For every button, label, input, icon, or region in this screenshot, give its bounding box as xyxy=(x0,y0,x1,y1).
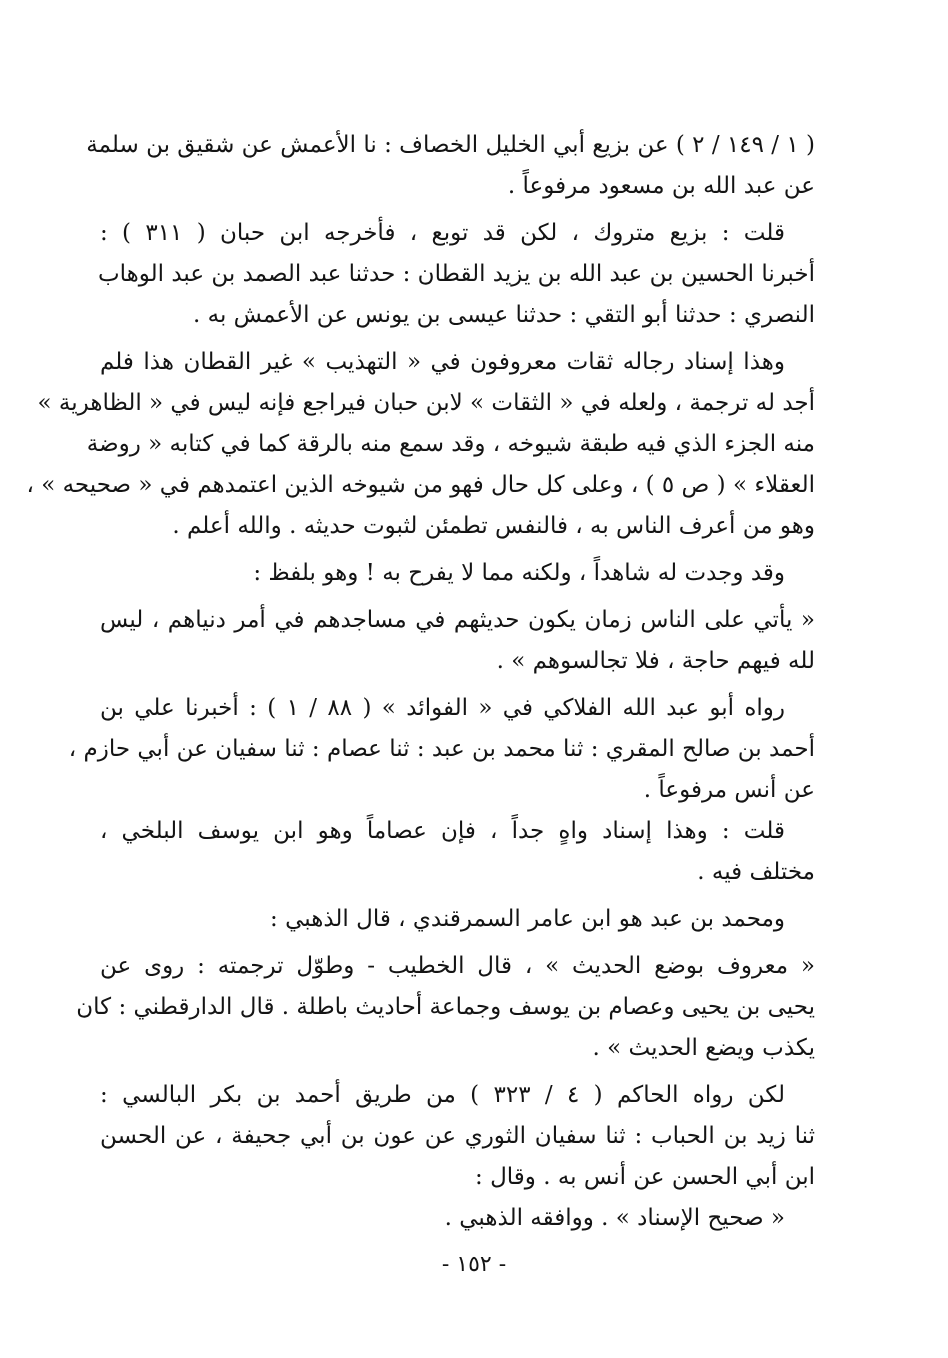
quote-2 xyxy=(76,946,815,1069)
text-line: لله فيهم حاجة ، فلا تجالسوهم » . xyxy=(496,648,815,674)
text-line: يكذب ويضع الحديث » . xyxy=(592,1035,815,1061)
paragraph-5 xyxy=(68,688,815,811)
text-line: قلت : بزيع متروك ، لكن قد توبع ، فأخرجه ابن حبان ( ٣١١ ) : xyxy=(100,220,785,246)
text-line: « معروف بوضع الحديث » ، قال الخطيب - وطوّل ترجمته : روى عن xyxy=(100,953,815,979)
text-line: العقلاء » ( ص ٥ ) ، وعلى كل حال فهو من شيوخه الذين اعتمدهم في « صحيحه » ، xyxy=(26,472,815,498)
text-line: رواه أبو عبد الله الفلاكي في « الفوائد » ( ٨٨ / ١ ) : أخبرنا علي بن xyxy=(100,695,785,721)
text-line: مختلف فيه . xyxy=(697,859,815,885)
text-line: النصري : حدثنا أبو التقي : حدثنا عيسى بن يونس عن الأعمش به . xyxy=(192,302,815,328)
text-line: أخبرنا الحسين بن عبد الله بن يزيد القطان : حدثنا عبد الصمد بن عبد الوهاب xyxy=(97,261,815,287)
paragraph-7 xyxy=(100,899,815,940)
page-number: - ١٥٢ - xyxy=(441,1252,507,1277)
quote-3 xyxy=(100,1198,815,1239)
paragraph-1 xyxy=(86,125,815,207)
text-line: وهو من أعرف الناس به ، فالنفس تطمئن لثبوت حديثه . والله أعلم . xyxy=(172,513,815,539)
text-line: وهذا إسناد رجاله ثقات معروفون في « التهذيب » غير القطان هذا فلم xyxy=(100,349,785,375)
text-line: وقد وجدت له شاهداً ، ولكنه مما لا يفرح به ! وهو بلفظ : xyxy=(253,560,785,586)
text-line: عن أنس مرفوعاً . xyxy=(643,777,815,803)
text-line: ومحمد بن عبد هو ابن عامر السمرقندي ، قال الذهبي : xyxy=(270,906,785,932)
text-line: لكن رواه الحاكم ( ٤ / ٣٢٣ ) من طريق أحمد بن بكر البالسي : xyxy=(100,1082,785,1108)
quote-1 xyxy=(100,600,815,682)
text-line: قلت : وهذا إسناد واهٍ جداً ، فإن عصاماً وهو ابن يوسف البلخي ، xyxy=(100,818,785,844)
text-line: عن عبد الله بن مسعود مرفوعاً . xyxy=(507,173,815,199)
paragraph-3 xyxy=(26,342,815,547)
text-line: منه الجزء الذي فيه طبقة شيوخه ، وقد سمع منه بالرقة كما في كتابه « روضة xyxy=(86,431,815,457)
page-body xyxy=(26,125,815,1239)
paragraph-4 xyxy=(100,553,815,594)
text-line: « يأتي على الناس زمان يكون حديثهم في مساجدهم في أمر دنياهم ، ليس xyxy=(100,607,815,633)
text-line: يحيى بن يحيى وعصام بن يوسف وجماعة أحاديث باطلة . قال الدارقطني : كان xyxy=(76,994,815,1020)
text-line: ابن أبي الحسن عن أنس به . وقال : xyxy=(475,1164,815,1190)
text-line: ثنا زيد بن الحباب : ثنا سفيان الثوري عن عون بن أبي جحيفة ، عن الحسن xyxy=(100,1123,815,1149)
text-line: أجد له ترجمة ، ولعله في « الثقات » لابن حبان فيراجع فإنه ليس في « الظاهرية » xyxy=(37,390,815,416)
paragraph-2 xyxy=(97,213,815,336)
paragraph-8 xyxy=(100,1075,815,1198)
text-line: « صحيح الإسناد » . ووافقه الذهبي . xyxy=(444,1205,785,1231)
text-line: ( ١ / ١٤٩ / ٢ ) عن بزيع أبي الخليل الخصاف : نا الأعمش عن شقيق بن سلمة xyxy=(86,132,815,158)
paragraph-6 xyxy=(100,811,815,893)
text-line: أحمد بن صالح المقري : ثنا محمد بن عبد : ثنا عصام : ثنا سفيان عن أبي حازم ، xyxy=(68,736,815,762)
